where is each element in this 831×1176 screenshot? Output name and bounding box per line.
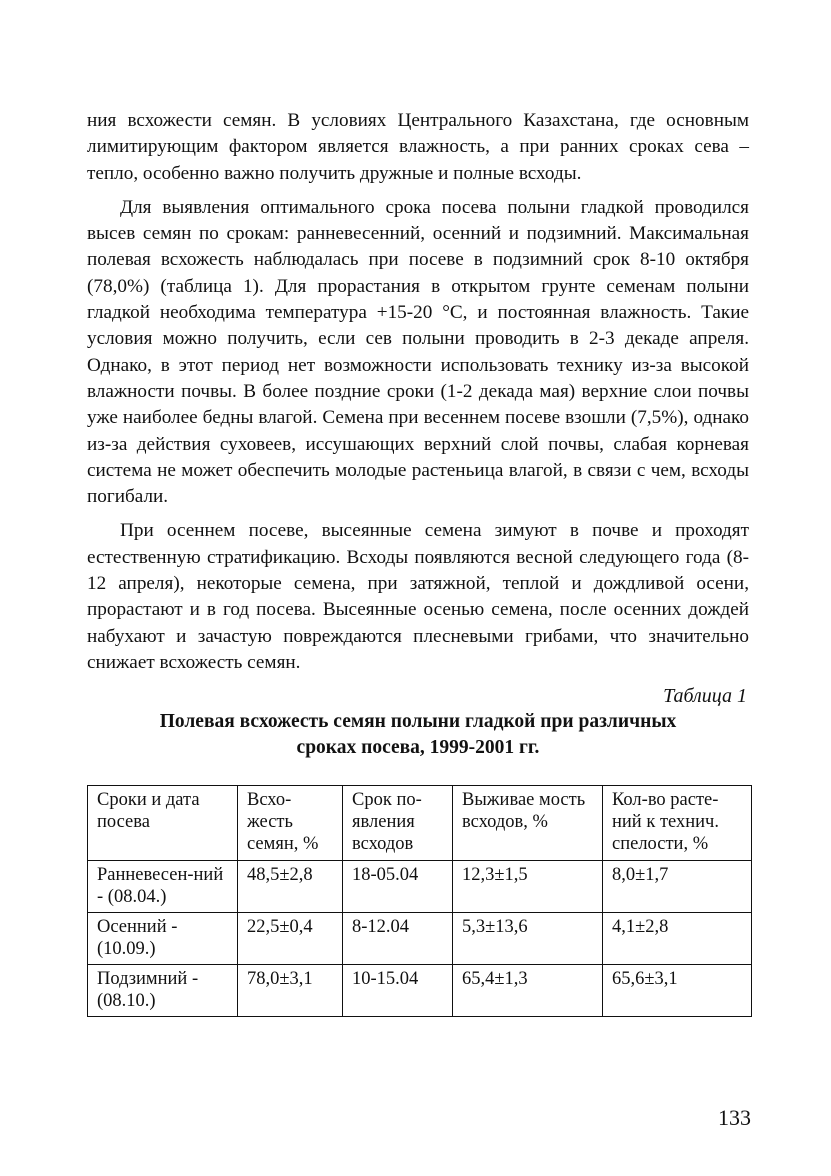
table-header-cell: Выживае мость всходов, % <box>453 786 603 861</box>
table-cell: 8-12.04 <box>343 913 453 965</box>
table-cell: 12,3±1,5 <box>453 861 603 913</box>
table-row <box>88 913 752 965</box>
table-cell: 4,1±2,8 <box>603 913 752 965</box>
table-cell: Подзимний - (08.10.) <box>88 965 238 1017</box>
table-header-cell: Всхо-жесть семян, % <box>238 786 343 861</box>
page-content <box>87 108 749 1017</box>
table-cell: 10-15.04 <box>343 965 453 1017</box>
paragraph-autumn-sowing: При осеннем посеве, высеянные семена зимуют в почве и проходят естественную стратификацию. Всходы появляются весной следующего года (8-12 апреля), некоторые семена, при затяжной, теплой и дождливой осени, прорастают и в год посева. Высеянные осенью семена, после осенних дождей набухают и зачастую повреждаются плесневыми грибами, что значительно снижает всхожесть семян. <box>87 520 749 673</box>
table-title-line: Полевая всхожесть семян полыни гладкой при различных <box>159 711 677 733</box>
table-cell: 5,3±13,6 <box>453 913 603 965</box>
table-title <box>87 709 749 761</box>
table-header-cell: Срок по-явления всходов <box>343 786 453 861</box>
table-cell: 78,0±3,1 <box>238 965 343 1017</box>
germination-table <box>87 785 752 1017</box>
paragraph-sowing-terms: Для выявления оптимального срока посева полыни гладкой проводился высев семян по срокам: ранневесенний, осенний и подзимний. Максимальная полевая всхожесть наблюдалась при посеве в подзимний срок 8-10 октября (78,0%) (таблица 1). Для прорастания в открытом грунте семенам полыни гладкой необходима температура +15-20 °С, и постоянная влажность. Такие условия можно получить, если сев полыни проводить в 2-3 декаде апреля. Однако, в этот период нет возможности использовать технику из-за высокой влажности почвы. В более поздние сроки (1-2 декада мая) верхние слои почвы уже наиболее бедны влагой. Семена при весеннем посеве взошли (7,5%), однако из-за действия суховеев, иссушающих верхний слой почвы, слабая корневая система не может обеспечить молодые растеньица влагой, в связи с чем, всходы погибали. <box>87 196 749 508</box>
table-cell: 65,6±3,1 <box>603 965 752 1017</box>
table-row <box>88 965 752 1017</box>
table-cell: 22,5±0,4 <box>238 913 343 965</box>
table-cell: 8,0±1,7 <box>603 861 752 913</box>
table-caption: Таблица 1 <box>663 685 747 708</box>
paragraph-continuation: ния всхожести семян. В условиях Центрального Казахстана, где основным лимитирующим фактором является влажность, а при ранних сроках сева – тепло, особенно важно получить дружные и полные всходы. <box>87 110 749 184</box>
table-header-row <box>88 786 752 861</box>
page-number: 133 <box>718 1105 751 1130</box>
table-cell: 65,4±1,3 <box>453 965 603 1017</box>
table-cell: Осенний - (10.09.) <box>88 913 238 965</box>
table-header-cell: Сроки и дата посева <box>88 786 238 861</box>
table-cell: 18-05.04 <box>343 861 453 913</box>
table-row <box>88 861 752 913</box>
table-header-cell: Кол-во расте-ний к технич. спелости, % <box>603 786 752 861</box>
table-cell: Ранневесен-ний - (08.04.) <box>88 861 238 913</box>
table-title-line: сроках посева, 1999-2001 гг. <box>296 737 540 759</box>
table-cell: 48,5±2,8 <box>238 861 343 913</box>
